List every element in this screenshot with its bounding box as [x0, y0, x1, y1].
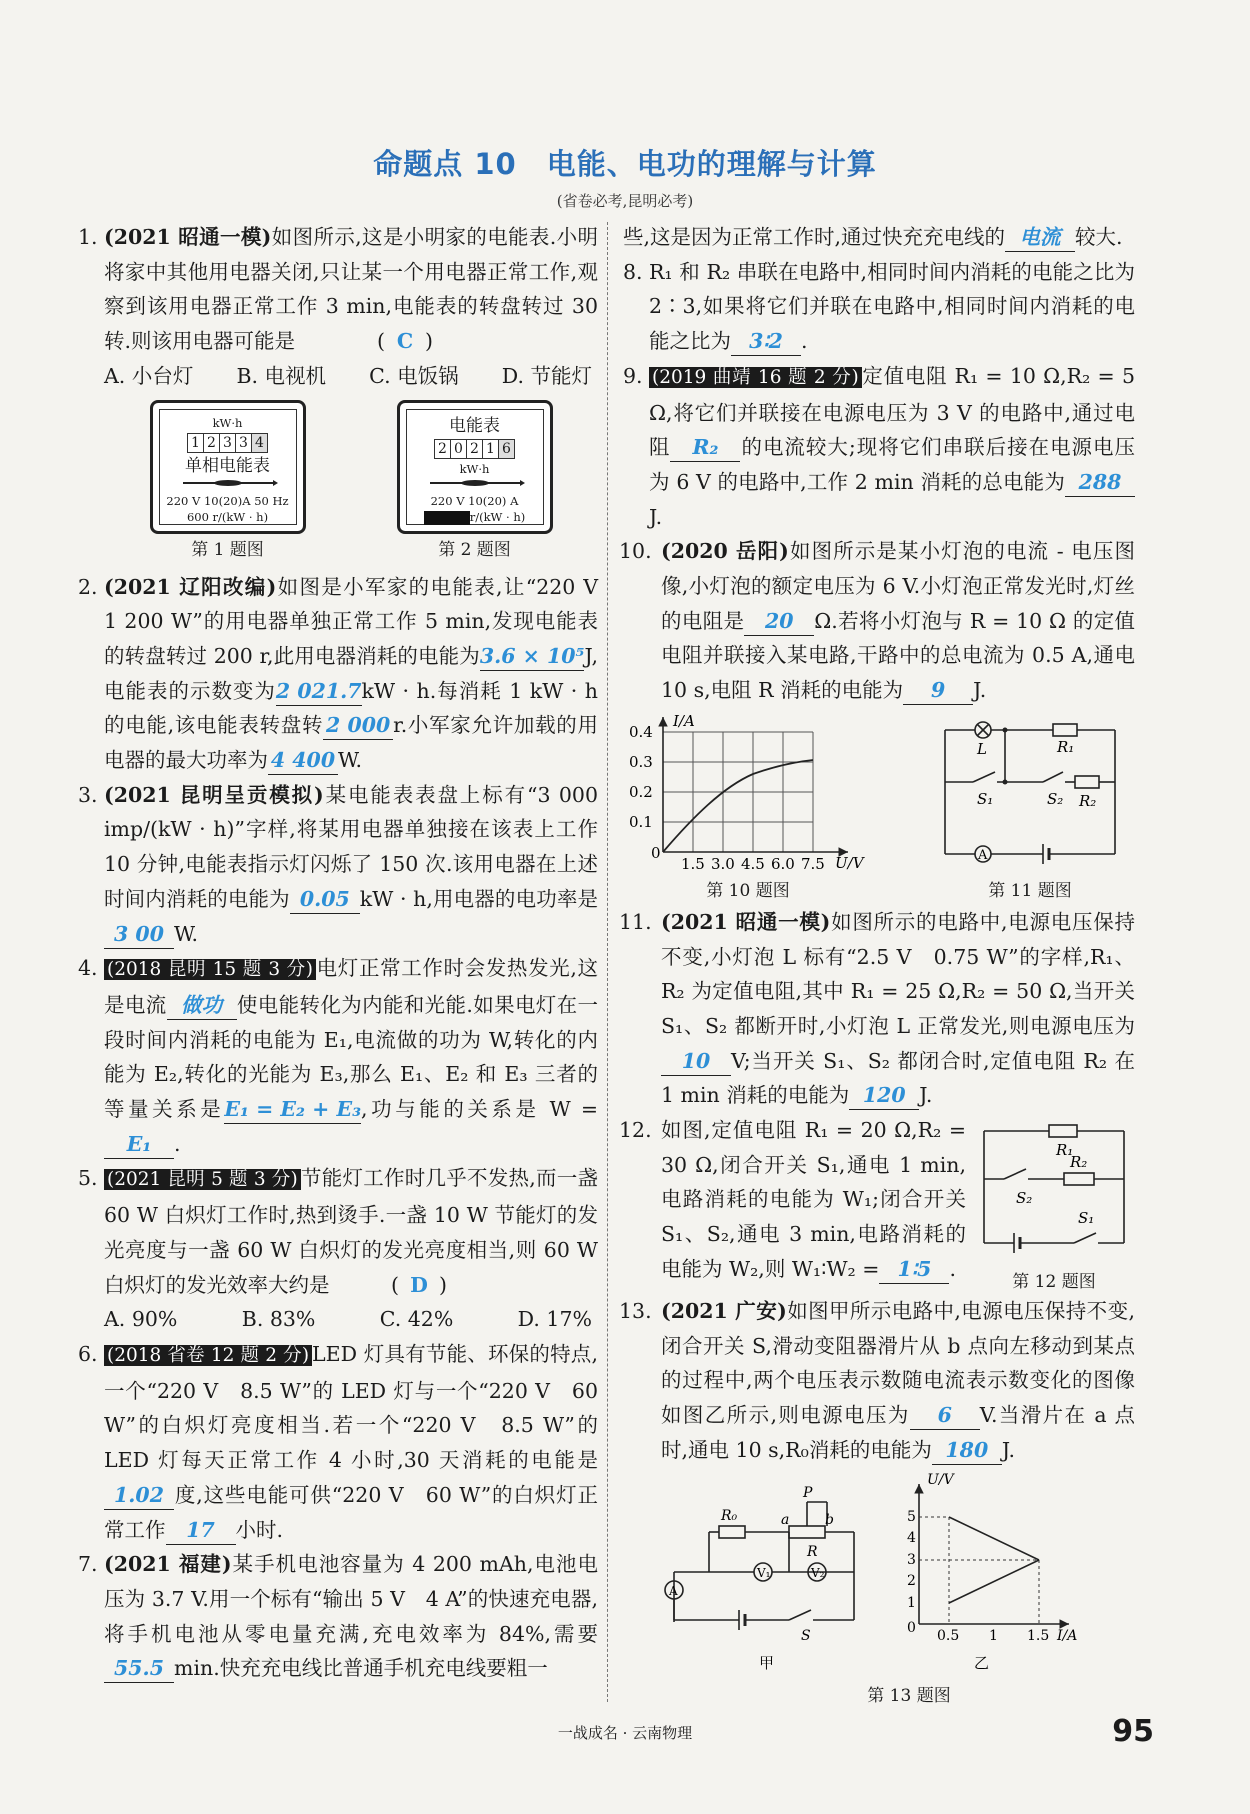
- source-tag: (2019 曲靖 16 题 2 分): [649, 367, 862, 388]
- question-10: 10. (2020 岳阳)如图所示是某小灯泡的电流 - 电压图像,小灯泡的额定电压为 6 V.小灯泡正常发光时,灯丝的电阻是 20 Ω.若将小灯泡与 R = 10 Ω 的定值电阻并联接入某电路,干路中的总电流为 0.5 A,通电 10 s,电阻 R 消耗的电能为 9 J.: [623, 534, 1135, 708]
- svg-text:I/A: I/A: [1057, 1627, 1078, 1644]
- figure-caption: 第 13 题图: [867, 1685, 951, 1706]
- figure-row-meters: [104, 400, 598, 562]
- svg-text:S₁: S₁: [1078, 1209, 1095, 1228]
- iu-graph: [623, 712, 873, 872]
- svg-text:6.0: 6.0: [771, 854, 795, 872]
- svg-text:U/V: U/V: [927, 1471, 954, 1488]
- section-title: 命题点 10 电能、电功的理解与计算: [373, 147, 877, 181]
- svg-text:R₂: R₂: [1079, 791, 1097, 810]
- energy-meter-1: kW·h 1 2 3 3 4 单相电能表 220 V 10(20)A 50 Hz 600 r/(kW · h): [150, 400, 306, 534]
- svg-text:L: L: [977, 739, 987, 758]
- iu-curve: [663, 760, 813, 852]
- answer-choice: D: [410, 1272, 428, 1297]
- answer-blank: 1∶5: [879, 1256, 949, 1284]
- svg-text:R: R: [807, 1543, 818, 1560]
- figure-13-drawing: [629, 1472, 1129, 1677]
- dial-icon: [425, 480, 525, 486]
- figure-caption: 第 1 题图: [191, 539, 264, 560]
- svg-text:0.3: 0.3: [629, 752, 653, 771]
- answer-blank: E₁ = E₂ + E₃: [224, 1096, 361, 1124]
- answer-blank: 20: [744, 608, 814, 636]
- svg-text:V₂: V₂: [811, 1565, 825, 1580]
- figure-caption: 第 10 题图: [706, 880, 790, 901]
- question-11: 11. (2021 昭通一模)如图所示的电路中,电源电压保持不变,小灯泡 L 标有“2.5 V 0.75 W”的字样,R₁、R₂ 为定值电阻,其中 R₁ = 25 Ω,R₂ = 50 Ω,当开关 S₁、S₂ 都断开时,小灯泡 L 正常发光,则电源电压为10 V;当开关 S₁、S₂ 都闭合时,定值电阻 R₂ 在 1 min 消耗的电能为 120 J.: [623, 905, 1135, 1113]
- source-tag: (2021 昆明 5 题 3 分): [104, 1169, 301, 1190]
- question-6: 6. (2018 省卷 12 题 2 分) LED 灯具有节能、环保的特点,一个“220 V 8.5 W”的 LED 灯与一个“220 V 60 W”的白炽灯亮度相当.若一个“220 V 8.5 W”的 LED 灯每天正常工作 4 小时,30 天消耗的电能是1.02 度,这些电能可供“220 V 60 W”的白炽灯正常工作 17 小时.: [78, 1337, 598, 1547]
- figure-13: [623, 1472, 1135, 1708]
- circuit-diagram-12: [974, 1113, 1134, 1263]
- answer-blank: 9: [903, 677, 973, 705]
- svg-text:甲: 甲: [759, 1653, 775, 1672]
- svg-text:S₁: S₁: [977, 789, 994, 808]
- figure-11: [925, 712, 1135, 903]
- answer-blank: 电流: [1005, 224, 1075, 252]
- svg-text:U/V: U/V: [835, 853, 864, 872]
- answer-blank: 2 021.7: [276, 678, 362, 706]
- figure-row-10-11: [623, 712, 1135, 903]
- dial-icon: [178, 480, 278, 486]
- answer-blank: 3 00: [104, 921, 174, 949]
- question-2: 2. (2021 辽阳改编)如图是小军家的电能表,让“220 V 1 200 W”的用电器单独正常工作 5 min,发现电能表的转盘转过 200 r,此用电器消耗的电能为3.6 × 10⁵J,电能表的示数变为2 021.7kW · h.每消耗 1 kW · h 的电能,该电能表转盘转 2 000 r.小军家允许加载的用电器的最大功率为 4 400 W.: [78, 570, 598, 778]
- svg-text:0.1: 0.1: [629, 812, 653, 831]
- question-12: 12. 如图,定值电阻 R₁ = 20 Ω,R₂ = 30 Ω,闭合开关 S₁,通电 1 min,电路消耗的电能为 W₁;闭合开关 S₁、S₂,通电 3 min,电路消耗的电能为 W₂,则 W₁∶W₂ = 1∶5 .: [623, 1113, 966, 1294]
- question-13: 13. (2021 广安)如图甲所示电路中,电源电压保持不变,闭合开关 S,滑动变阻器滑片从 b 点向左移动到某点的过程中,两个电压表示数随电流表示数变化的图像如图乙所示,则电源电压为 6 V.当滑片在 a 点时,通电 10 s,R₀消耗的电能为 180 J.: [623, 1294, 1135, 1468]
- svg-text:a: a: [781, 1511, 790, 1528]
- figure-caption: 第 2 题图: [438, 539, 511, 560]
- source-tag: (2018 省卷 12 题 2 分): [104, 1345, 312, 1366]
- answer-blank: 3∶2: [731, 328, 801, 356]
- svg-text:0: 0: [907, 1619, 916, 1636]
- column-divider: [607, 222, 608, 1702]
- answer-blank: 做功: [167, 992, 237, 1020]
- answer-blank: 4 400: [268, 747, 338, 775]
- svg-text:7.5: 7.5: [801, 854, 825, 872]
- redacted-box: [424, 511, 470, 525]
- svg-text:V₁: V₁: [757, 1565, 771, 1580]
- svg-text:0.5: 0.5: [937, 1627, 960, 1644]
- question-7: 7. (2021 福建)某手机电池容量为 4 200 mAh,电池电压为 3.7 V.用一个标有“输出 5 V 4 A”的快速充电器,将手机电池从零电量充满,充电效率为 84%,需要55.5 min.快充充电线比普通手机充电线要粗一: [78, 1547, 598, 1686]
- answer-blank: 180: [932, 1437, 1002, 1465]
- svg-text:0.4: 0.4: [629, 722, 653, 741]
- svg-text:A: A: [669, 1583, 678, 1598]
- meter-digits: 2 0 2 1 6: [434, 439, 515, 459]
- svg-text:S₂: S₂: [1047, 789, 1064, 808]
- question-3: 3. (2021 昆明呈贡模拟)某电能表表盘上标有“3 000 imp/(kW · h)”字样,将某用电器单独接在该表上工作 10 分钟,电能表指示灯闪烁了 150 次.该用电器在上述时间内消耗的电能为 0.05 kW · h,用电器的电功率是3 00 W.: [78, 778, 598, 952]
- answer-blank: 3.6 × 10⁵: [480, 643, 585, 671]
- svg-text:5: 5: [907, 1508, 916, 1525]
- answer-blank: 288: [1065, 469, 1135, 497]
- question-9: 9. (2019 曲靖 16 题 2 分) 定值电阻 R₁ = 10 Ω,R₂ = 5 Ω,将它们并联接在电源电压为 3 V 的电路中,通过电阻 R₂ 的电流较大;现将它们串联后接在电源电压为 6 V 的电路中,工作 2 min 消耗的总电能为 288J.: [623, 363, 1136, 529]
- energy-meter-2: 电能表 2 0 2 1 6 kW·h 220 V 10(20) A r/(kW · h): [397, 400, 553, 534]
- question-5: 5. (2021 昆明 5 题 3 分) 节能灯工作时几乎不发热,而一盏 60 W 白炽灯工作时,热到烫手.一盏 10 W 节能灯的发光亮度与一盏 60 W 白炽灯的发光亮度相当,则 60 W 白炽灯的发光效率大约是 ( D ) A. 90% B. 83% C. 42% D. 17%: [78, 1161, 598, 1337]
- footer-book-title: 一战成名 · 云南物理: [557, 1724, 693, 1742]
- svg-text:4.5: 4.5: [741, 854, 765, 872]
- page-number: 95: [1112, 1714, 1154, 1749]
- answer-blank: 10: [661, 1048, 731, 1076]
- figure-12: [974, 1113, 1134, 1294]
- options: A. 小台灯 B. 电视机 C. 电饭锅 D. 节能灯: [104, 363, 592, 388]
- meter-digits: 1 2 3 3 4: [187, 433, 268, 453]
- svg-text:S₂: S₂: [1016, 1189, 1033, 1208]
- answer-blank: 1.02: [104, 1482, 174, 1510]
- question-7-continued: 些,这是因为正常工作时,通过快充充电线的 电流 较大.: [623, 220, 1135, 255]
- svg-text:0.2: 0.2: [629, 782, 653, 801]
- circuit-diagram-11: [925, 712, 1135, 872]
- figure-caption: 第 12 题图: [1012, 1272, 1096, 1293]
- svg-text:2: 2: [907, 1572, 916, 1589]
- question-8: 8. R₁ 和 R₂ 串联在电路中,相同时间内消耗的电能之比为 2∶3,如果将它们并联在电路中,相同时间内消耗的电能之比为 3∶2 .: [623, 255, 1135, 359]
- question-4: 4. (2018 昆明 15 题 3 分) 电灯正常工作时会发热发光,这是电流 做功 使电能转化为内能和光能.如果电灯在一段时间内消耗的电能为 E₁,电流做的功为 W,转化的内能为 E₂,转化的光能为 E₃,那么 E₁、E₂ 和 E₃ 三者的等量关系是E₁ = E₂ + E₃,功与能的关系是 W =E₁ .: [78, 951, 598, 1161]
- svg-text:b: b: [825, 1511, 834, 1528]
- svg-text:0: 0: [651, 843, 661, 862]
- left-column: [78, 220, 619, 1686]
- answer-blank: 17: [166, 1517, 236, 1545]
- figure-1: [150, 400, 306, 562]
- source-tag: (2018 昆明 15 题 3 分): [104, 959, 316, 980]
- right-column: [619, 220, 1136, 1708]
- svg-text:乙: 乙: [974, 1653, 990, 1672]
- figure-caption: 第 11 题图: [988, 880, 1072, 901]
- section-subtitle: (省卷必考,昆明必考): [556, 192, 694, 210]
- svg-text:4: 4: [907, 1529, 916, 1546]
- svg-text:1.5: 1.5: [1027, 1627, 1050, 1644]
- svg-text:I/A: I/A: [673, 711, 695, 730]
- answer-blank: 120: [849, 1082, 919, 1110]
- svg-text:3.0: 3.0: [711, 854, 735, 872]
- svg-text:1: 1: [989, 1627, 998, 1644]
- svg-text:R₀: R₀: [721, 1507, 738, 1524]
- question-12-row: [619, 1113, 1135, 1294]
- svg-text:R₁: R₁: [1056, 1141, 1074, 1160]
- svg-text:1.5: 1.5: [681, 854, 705, 872]
- svg-text:P: P: [803, 1484, 813, 1501]
- answer-blank: 2 000: [323, 712, 393, 740]
- svg-text:A: A: [978, 847, 988, 863]
- options: A. 90% B. 83% C. 42% D. 17%: [104, 1307, 592, 1332]
- answer-blank: R₂: [670, 434, 740, 462]
- svg-text:R₂: R₂: [1070, 1153, 1088, 1172]
- svg-text:R₁: R₁: [1057, 737, 1075, 756]
- svg-text:S: S: [801, 1627, 811, 1644]
- answer-blank: 6: [910, 1402, 980, 1430]
- answer-blank: 55.5: [104, 1655, 174, 1683]
- answer-choice: C: [396, 329, 414, 354]
- graph-yi: [907, 1472, 1077, 1672]
- svg-text:3: 3: [907, 1551, 916, 1568]
- figure-2: [397, 400, 553, 562]
- svg-text:1: 1: [907, 1594, 916, 1611]
- answer-blank: E₁: [104, 1131, 174, 1159]
- answer-blank: 0.05: [290, 886, 360, 914]
- question-1: 1. (2021 昭通一模)如图所示,这是小明家的电能表.小明将家中其他用电器关闭,只让某一个用电器正常工作,观察到该用电器正常工作 3 min,电能表的转盘转过 30 转.则该用电器可能是 ( C ) A. 小台灯 B. 电视机 C. 电饭锅 D. 节能灯: [78, 220, 598, 394]
- figure-10: [623, 712, 873, 903]
